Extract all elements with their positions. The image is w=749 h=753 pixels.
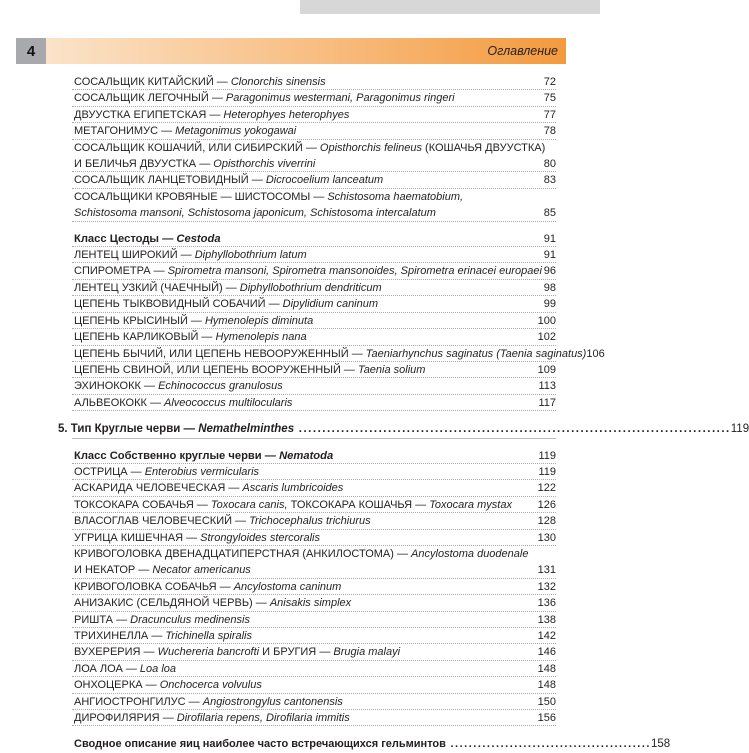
toc-entry[interactable]: [58, 296, 556, 312]
common-name: КРИВОГОЛОВКА ДВЕНАДЦАТИПЕРСТНАЯ (АНКИЛОСТОМА): [74, 547, 394, 560]
type-heading-latin: Nemathelminthes: [198, 423, 295, 436]
common-name: СОСАЛЬЩИК ЛАНЦЕТОВИДНЫЙ: [74, 174, 249, 187]
table-of-contents: [58, 74, 749, 753]
toc-entry[interactable]: [58, 530, 556, 546]
toc-page-number: 119: [730, 423, 749, 436]
latin-name: Opisthorchis felineus: [319, 141, 422, 154]
dash: —: [198, 331, 216, 344]
toc-entry-label: [58, 595, 522, 611]
toc-page-number: 132: [537, 580, 556, 593]
summary-label: Сводное описание яиц наиболее часто встречающихся гельминтов: [74, 738, 446, 751]
class-heading-ru: Класс Собственно круглые черви —: [74, 449, 280, 462]
toc-entry[interactable]: [58, 464, 556, 480]
common-name: ЦЕПЕНЬ СВИНОЙ, ИЛИ ЦЕПЕНЬ ВООРУЖЕННЫЙ: [74, 363, 341, 376]
latin-name: Alveococcus multilocularis: [164, 396, 293, 409]
dash: —: [393, 547, 412, 560]
class-heading-latin: Nematoda: [279, 449, 334, 462]
latin-name: Echinococcus granulosus: [158, 380, 283, 393]
common-name: АЛЬВЕОКОКК: [74, 396, 147, 409]
toc-entry[interactable]: [58, 677, 556, 693]
dash: —: [159, 712, 177, 725]
dash: —: [412, 498, 430, 511]
toc-entry-label: [58, 448, 522, 464]
toc-page-number: 150: [537, 695, 556, 708]
latin-name: Strongyloides stercoralis: [200, 531, 320, 544]
latin-name-cont: Opisthorchis viverrini: [213, 158, 316, 171]
toc-page-number: 130: [537, 531, 556, 544]
toc-entry[interactable]: [58, 107, 556, 123]
latin-name: Wuchereria bancrofti: [157, 646, 260, 659]
toc-entry-label: [58, 90, 522, 106]
toc-page-number: 106: [586, 347, 605, 360]
dot-leader: ............................................................................................: [294, 423, 731, 436]
toc-entry-label: [58, 464, 522, 480]
latin-name: Enterobius vermicularis: [144, 465, 260, 478]
toc-entry[interactable]: [58, 710, 556, 726]
dash: —: [142, 679, 160, 692]
toc-entry-label: [58, 480, 522, 496]
toc-page-number: 158: [650, 738, 671, 751]
toc-page-number: 80: [543, 158, 556, 171]
toc-page-number: 102: [537, 331, 556, 344]
dash: —: [248, 174, 266, 187]
common-name: РИШТА: [74, 613, 114, 626]
common-name: ТРИХИНЕЛЛА: [74, 630, 149, 642]
type-heading-ru: Тип Круглые черви —: [70, 423, 199, 436]
latin-name: Hymenolepis nana: [215, 331, 307, 344]
toc-page-number: 156: [537, 712, 556, 725]
spacer: [58, 439, 556, 448]
toc-entry[interactable]: [58, 346, 605, 362]
latin-name: Anisakis simplex: [269, 597, 352, 610]
toc-entry-label: [58, 263, 542, 279]
latin-name: Clonorchis sinensis: [230, 76, 326, 88]
toc-entry-label: [58, 694, 522, 710]
toc-page-number: 146: [537, 646, 556, 659]
dash: —: [135, 564, 153, 577]
dash: —: [252, 597, 270, 610]
dash: —: [140, 380, 159, 393]
dash: —: [222, 281, 240, 294]
section-title: Оглавление: [46, 38, 566, 64]
toc-entry-label: [58, 628, 522, 644]
common-name: ЦЕПЕНЬ КАРЛИКОВЫЙ: [74, 331, 199, 344]
toc-entry-label: [58, 421, 731, 437]
common-name: ВЛАСОГЛАВ ЧЕЛОВЕЧЕСКИЙ: [74, 515, 233, 528]
toc-page-number: 126: [537, 498, 556, 511]
toc-entry-label: [58, 710, 522, 726]
toc-entry[interactable]: [58, 644, 556, 660]
latin-name: Taenia solium: [357, 363, 426, 376]
toc-entry-label: [58, 395, 522, 411]
dash: —: [216, 580, 234, 593]
common-name: ДВУУСТКА ЕГИПЕТСКАЯ: [74, 108, 207, 121]
class-heading-cestoda[interactable]: [58, 231, 556, 247]
latin-name: Dipylidium caninum: [282, 298, 379, 311]
toc-entry[interactable]: [58, 90, 556, 106]
toc-entry-label: [58, 677, 522, 693]
toc-entry-label: [58, 530, 522, 546]
common-name: АНГИОСТРОНГИЛУС: [74, 695, 186, 708]
latin-name: Dicrocoelium lanceatum: [265, 174, 384, 187]
latin-name: Paragonimus westermani, Paragonimus ringeri: [225, 92, 455, 105]
toc-entry-label: [58, 172, 522, 188]
toc-entry-label: [58, 74, 522, 90]
toc-entry-label: [58, 736, 651, 752]
common-name: ЦЕПЕНЬ БЫЧИЙ, ИЛИ ЦЕПЕНЬ НЕВООРУЖЕННЫЙ: [74, 347, 349, 360]
common-name-cont: И БЕЛИЧЬЯ ДВУУСТКА: [74, 158, 197, 171]
dash: —: [185, 695, 203, 708]
toc-page-number: 119: [538, 465, 556, 478]
common-name: СОСАЛЬЩИК КОШАЧИЙ, ИЛИ СИБИРСКИЙ: [74, 141, 303, 154]
latin-name-alt: (Taenia saginatus): [496, 347, 587, 360]
page-header: [16, 38, 566, 64]
toc-page-number: 72: [543, 76, 556, 88]
dash: —: [208, 92, 226, 105]
toc-page-number: 131: [537, 564, 556, 577]
common-name: УГРИЦА КИШЕЧНАЯ: [74, 531, 184, 544]
toc-entry-label: [58, 546, 528, 562]
common-name: ЛЕНТЕЦ УЗКИЙ (ЧАЕЧНЫЙ): [74, 281, 223, 294]
scan-margin: [300, 0, 600, 14]
toc-page-number: 148: [537, 679, 556, 692]
toc-entry[interactable]: [58, 172, 556, 188]
dash: —: [158, 125, 176, 138]
common-name: СОСАЛЬЩИК КИТАЙСКИЙ: [74, 76, 214, 88]
toc-entry[interactable]: [58, 612, 556, 628]
latin-name: Spirometra mansoni, Spirometra mansonoides, Spirometra erinacei europaei: [167, 265, 542, 278]
latin-name-cont: Necator americanus: [152, 564, 251, 577]
latin-name: Diphyllobothrium latum: [194, 249, 307, 262]
toc-page-number: 142: [537, 630, 556, 642]
toc-entry-label: [58, 296, 522, 312]
toc-entry[interactable]: [58, 595, 556, 611]
toc-entry[interactable]: [58, 497, 556, 513]
toc-entry[interactable]: [58, 513, 556, 529]
latin-name-alt: Toxocara mystax: [429, 498, 512, 511]
dash: —: [193, 498, 211, 511]
common-name: СОСАЛЬЩИК ЛЕГОЧНЫЙ: [74, 92, 209, 105]
latin-name: Diphyllobothrium dendriticum: [239, 281, 382, 294]
toc-page-number: 91: [543, 232, 556, 245]
dash: —: [302, 141, 320, 154]
common-name: ЭХИНОКОКК: [74, 380, 141, 393]
dash: —: [340, 363, 358, 376]
latin-name: Onchocerca volvulus: [159, 679, 262, 692]
dash: —: [187, 314, 205, 327]
toc-entry[interactable]: [58, 329, 556, 345]
common-name: ЦЕПЕНЬ КРЫСИНЫЙ: [74, 314, 188, 327]
toc-entry-line1[interactable]: [58, 189, 556, 205]
dash: —: [146, 396, 165, 409]
toc-entry-label: [58, 107, 522, 123]
class-heading-latin: Cestoda: [176, 232, 221, 245]
common-name: ВУХЕРЕРИЯ: [74, 646, 141, 659]
toc-page-number: 138: [537, 613, 556, 626]
dash: —: [265, 298, 283, 311]
latin-name: Trichocephalus trichiurus: [249, 515, 371, 528]
latin-name: Ancylostoma duodenale: [411, 547, 529, 560]
toc-entry-label: [58, 612, 522, 628]
toc-entry-label: [58, 231, 522, 247]
top-strip: [0, 0, 600, 22]
toc-entry-label: [58, 346, 586, 362]
toc-entry-label: [58, 362, 522, 378]
toc-entry[interactable]: [58, 263, 556, 279]
toc-page-number: 99: [543, 298, 556, 311]
latin-name-alt: Brugia malayi: [333, 646, 401, 659]
toc-entry[interactable]: [58, 247, 556, 263]
dash: —: [140, 646, 158, 659]
toc-page-number: 117: [538, 396, 556, 409]
common-name-cont: И НЕКАТОР: [74, 564, 136, 577]
dash: —: [196, 158, 214, 171]
toc-entry-label: [58, 247, 522, 263]
class-heading-nematoda[interactable]: [58, 448, 556, 464]
toc-entry-label: [58, 579, 522, 595]
toc-entry-line1[interactable]: [58, 546, 556, 562]
dash: —: [122, 662, 140, 675]
common-name: ОНХОЦЕРКА: [74, 679, 143, 692]
common-name: АСКАРИДА ЧЕЛОВЕЧЕСКАЯ: [74, 482, 226, 495]
toc-entry[interactable]: [58, 395, 556, 411]
spacer: [58, 726, 556, 736]
toc-page-number: 83: [543, 174, 556, 187]
toc-entry[interactable]: [58, 123, 556, 139]
common-name: ЛЕНТЕЦ ШИРОКИЙ: [74, 249, 178, 262]
dash: —: [113, 613, 131, 626]
common-name: СПИРОМЕТРА: [74, 265, 151, 278]
latin-name: Angiostrongylus cantonensis: [202, 695, 343, 708]
toc-entry-label: [58, 205, 522, 221]
latin-name: Toxocara canis,: [210, 498, 288, 511]
latin-name: Metagonimus yokogawai: [175, 125, 297, 138]
latin-name: Ascaris lumbricoides: [242, 482, 344, 495]
toc-entry-label: [58, 140, 545, 156]
toc-entry-label: [58, 378, 522, 394]
toc-entry-label: [58, 497, 522, 513]
common-name: КРИВОГОЛОВКА СОБАЧЬЯ: [74, 580, 217, 593]
common-name: ОСТРИЦА: [74, 465, 128, 478]
dot-leader: ............................................: [445, 738, 651, 751]
summary-entry[interactable]: [58, 736, 671, 752]
toc-page-number: 148: [537, 662, 556, 675]
toc-page-number: 85: [543, 207, 556, 220]
toc-page-number: 113: [538, 380, 556, 393]
dash: —: [127, 465, 145, 478]
latin-name: Taeniarhynchus saginatus: [365, 347, 494, 360]
toc-entry-line2[interactable]: [58, 156, 556, 172]
latin-name: Ancylostoma caninum: [233, 580, 342, 593]
page-number: 4: [16, 38, 46, 64]
toc-entry[interactable]: [58, 579, 556, 595]
toc-entry[interactable]: [58, 362, 556, 378]
toc-entry-line2[interactable]: [58, 205, 556, 221]
toc-entry-label: [58, 661, 522, 677]
common-name-alt: И БРУГИЯ: [259, 646, 317, 659]
common-name: ЛОА ЛОА: [74, 662, 123, 675]
latin-name: Hymenolepis diminuta: [204, 314, 314, 327]
toc-entry[interactable]: [58, 74, 556, 90]
toc-page-number: 78: [543, 125, 556, 138]
common-name: АНИЗАКИС (СЕЛЬДЯНОЙ ЧЕРВЬ): [74, 597, 253, 610]
toc-page-number: 109: [537, 363, 556, 376]
dash: —: [225, 482, 243, 495]
common-name: СОСАЛЬЩИКИ КРОВЯНЫЕ — ШИСТОСОМЫ: [74, 190, 311, 203]
common-name: ТОКСОКАРА СОБАЧЬЯ: [74, 498, 194, 511]
latin-name: Trichinella spiralis: [165, 630, 252, 642]
toc-page-number: 91: [543, 249, 556, 262]
toc-page-number: 75: [543, 92, 556, 105]
latin-name: Dirofilaria repens, Dirofilaria immitis: [176, 712, 350, 725]
toc-page-number: 122: [537, 482, 556, 495]
latin-name: Loa loa: [139, 662, 177, 675]
toc-page-number: 136: [537, 597, 556, 610]
toc-entry-label: [58, 329, 522, 345]
spacer: [58, 411, 556, 421]
dash: —: [348, 347, 366, 360]
toc-entry[interactable]: [58, 661, 556, 677]
dash: —: [316, 646, 334, 659]
toc-entry-label: [58, 123, 522, 139]
latin-name: Schistosoma haematobium,: [327, 190, 464, 203]
toc-page-number: 96: [543, 265, 556, 278]
dash: —: [310, 190, 328, 203]
class-heading-ru: Класс Цестоды —: [74, 232, 177, 245]
toc-entry-label: [58, 644, 522, 660]
dash: —: [183, 531, 201, 544]
toc-entry-label: [58, 313, 522, 329]
toc-entry[interactable]: [58, 694, 556, 710]
toc-entry[interactable]: [58, 628, 556, 644]
dash: —: [232, 515, 250, 528]
toc-entry[interactable]: [58, 280, 556, 296]
common-name-alt: ТОКСОКАРА КОШАЧЬЯ: [287, 498, 413, 511]
dash: —: [148, 630, 166, 642]
toc-page-number: 77: [543, 108, 556, 121]
toc-entry-label: [58, 156, 522, 172]
latin-name: Dracunculus medinensis: [130, 613, 250, 626]
toc-page-number: 119: [538, 449, 556, 462]
toc-page-number: 100: [537, 314, 556, 327]
common-name: ЦЕПЕНЬ ТЫКВОВИДНЫЙ СОБАЧИЙ: [74, 298, 266, 311]
dash: —: [177, 249, 195, 262]
toc-entry-line1[interactable]: [58, 140, 556, 156]
toc-entry-label: [58, 189, 522, 205]
common-name-alt: (КОШАЧЬЯ ДВУУСТКА): [422, 141, 546, 154]
toc-entry-label: [58, 280, 522, 296]
toc-entry-label: [58, 562, 522, 578]
common-name: МЕТАГОНИМУС: [74, 125, 159, 138]
latin-name: Heterophyes heterophyes: [223, 108, 350, 121]
toc-entry[interactable]: [58, 378, 556, 394]
dash: —: [206, 108, 224, 121]
dash: —: [213, 76, 231, 88]
toc-entry-line2[interactable]: [58, 562, 556, 578]
toc-entry[interactable]: [58, 480, 556, 496]
toc-entry-label: [58, 513, 522, 529]
toc-entry[interactable]: [58, 313, 556, 329]
toc-page-number: 128: [537, 515, 556, 528]
type-heading-5[interactable]: [58, 421, 749, 437]
dash: —: [150, 265, 168, 278]
toc-page-number: 98: [543, 281, 556, 294]
latin-name-cont: Schistosoma mansoni, Schistosoma japonicum, Schistosoma intercalatum: [74, 207, 436, 220]
spacer: [58, 222, 556, 231]
type-number: 5.: [58, 423, 71, 436]
common-name: ДИРОФИЛЯРИЯ: [74, 712, 160, 725]
